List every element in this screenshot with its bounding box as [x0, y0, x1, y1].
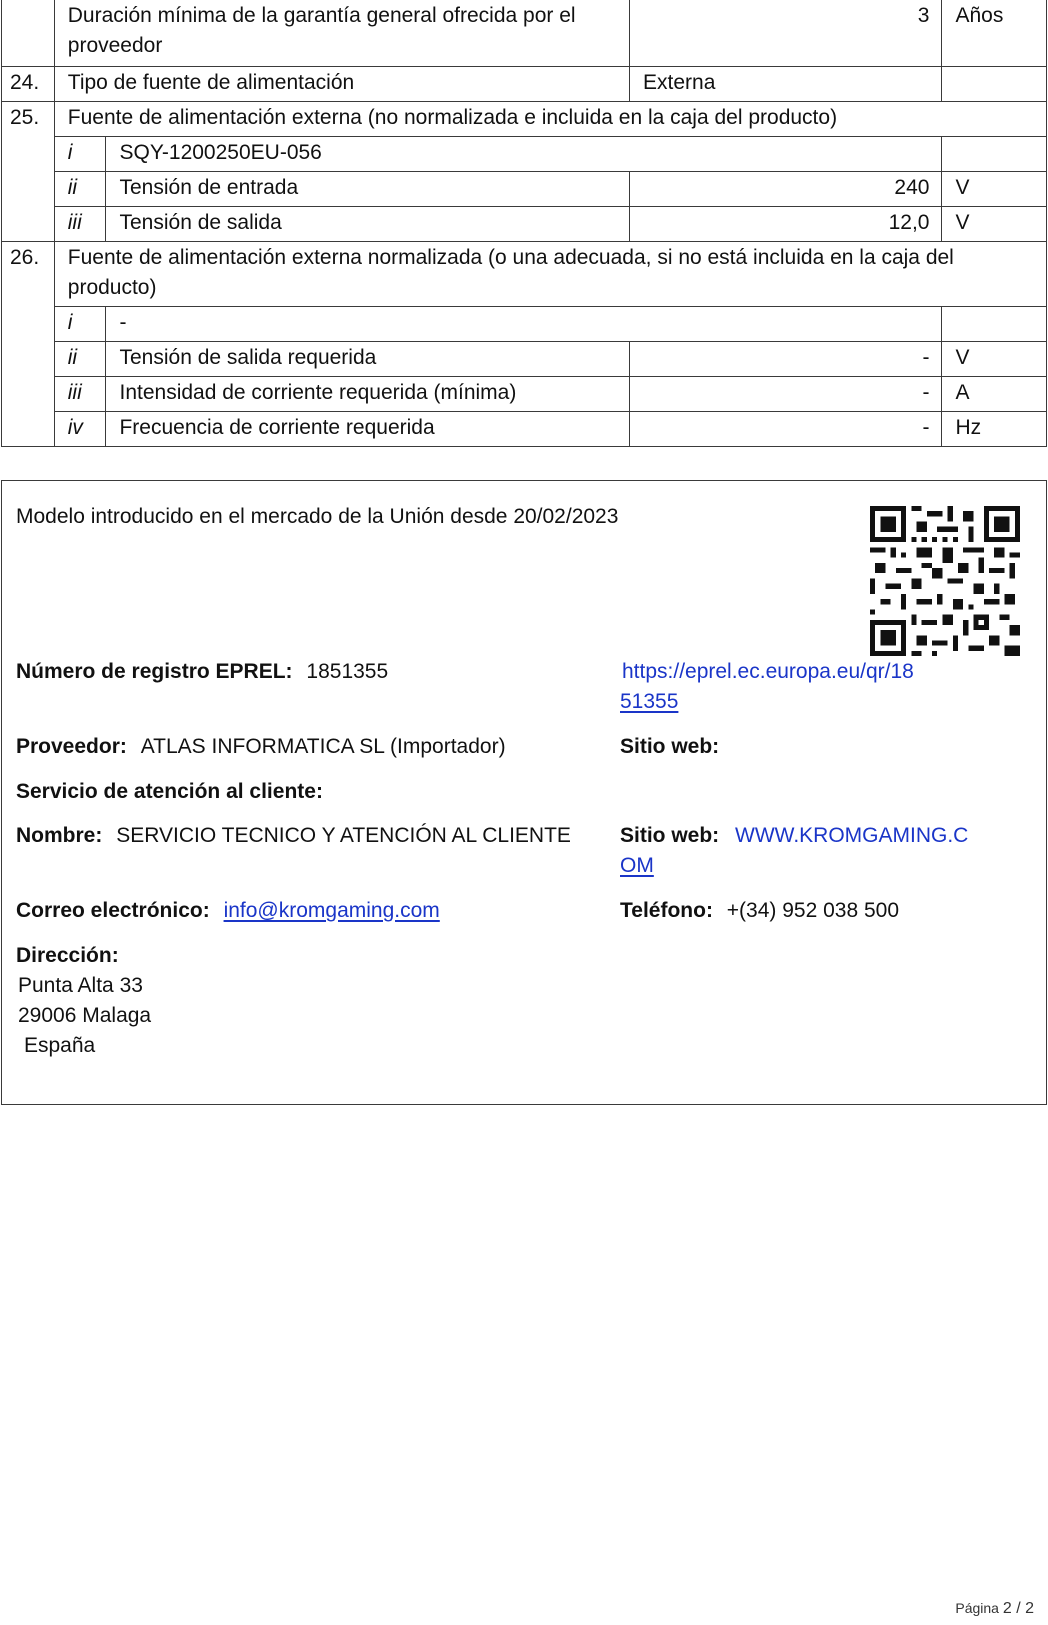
registration-value: 1851355: [306, 660, 389, 683]
row-25-i: [2, 136, 1047, 171]
name-line: [16, 821, 571, 851]
row-26-label: Fuente de alimentación externa normalizada (o una adecuada, si no está incluida en la caja del producto): [54, 241, 1046, 306]
roman-numeral: iii: [54, 206, 106, 241]
registration-line: [16, 657, 388, 687]
registration-link[interactable]: [620, 657, 914, 717]
sub-label: Tensión de salida requerida: [106, 341, 630, 376]
row-number: 25.: [2, 101, 55, 136]
qr-code-icon[interactable]: [870, 506, 1020, 656]
email-line: [16, 896, 440, 926]
roman-numeral: iii: [54, 376, 106, 411]
sub-label: Tensión de entrada: [106, 171, 630, 206]
sub-label: Tensión de salida: [106, 206, 630, 241]
address-line3: España: [24, 1034, 96, 1057]
roman-numeral: i: [54, 306, 106, 341]
address-block: [16, 941, 151, 1061]
sub-unit: V: [942, 171, 1047, 206]
registration-label: Número de registro EPREL:: [16, 660, 293, 683]
supplier-info-box: [1, 480, 1047, 1105]
phone-line: [620, 896, 899, 926]
supplier-value: ATLAS INFORMATICA SL (Importador): [140, 735, 506, 758]
supplier-line: [16, 732, 506, 762]
row-24-value: Externa: [630, 66, 942, 101]
sub-unit: A: [942, 376, 1047, 411]
row-25-label: Fuente de alimentación externa (no normalizada e incluida en la caja del producto): [54, 101, 1046, 136]
customer-service-heading: Servicio de atención al cliente:: [16, 780, 323, 803]
supplier-web-label: Sitio web:: [620, 735, 720, 758]
registration-link-line2[interactable]: 51355: [620, 690, 679, 713]
page-footer: [955, 1600, 1034, 1618]
address-line1: Punta Alta 33: [18, 974, 143, 997]
address-line2: 29006 Malaga: [18, 1004, 152, 1027]
row-26-ii: [2, 341, 1047, 376]
web-label: Sitio web:: [620, 824, 720, 847]
row-25-iii: [2, 206, 1047, 241]
row-26-iv: [2, 411, 1047, 446]
sub-label: Frecuencia de corriente requerida: [106, 411, 630, 446]
sub-label: -: [106, 306, 942, 341]
row-26: [2, 241, 1047, 306]
row-number: 26.: [2, 241, 55, 306]
roman-numeral: ii: [54, 341, 106, 376]
row-25-ii: [2, 171, 1047, 206]
sub-unit: V: [942, 206, 1047, 241]
supplier-label: Proveedor:: [16, 735, 127, 758]
roman-numeral: i: [54, 136, 106, 171]
warranty-row: [2, 0, 1047, 66]
warranty-value: 3: [630, 0, 942, 66]
name-value: SERVICIO TECNICO Y ATENCIÓN AL CLIENTE: [116, 824, 571, 847]
web-link-line2[interactable]: OM: [620, 854, 654, 877]
model-intro-text: Modelo introducido en el mercado de la Unión desde 20/02/2023: [16, 505, 619, 528]
sub-value: 12,0: [630, 206, 942, 241]
spec-table: [1, 0, 1047, 447]
page-label: Página: [955, 1600, 999, 1616]
sub-unit: Hz: [942, 411, 1047, 446]
row-24: [2, 66, 1047, 101]
sub-value: -: [630, 411, 942, 446]
web-link-line1[interactable]: WWW.KROMGAMING.C: [735, 824, 969, 847]
warranty-label: Duración mínima de la garantía general ofrecida por el proveedor: [54, 0, 629, 66]
row-number: [2, 0, 55, 66]
row-25: [2, 101, 1047, 136]
email-link[interactable]: info@kromgaming.com: [223, 899, 440, 922]
row-26-iii: [2, 376, 1047, 411]
roman-numeral: iv: [54, 411, 106, 446]
phone-value: +(34) 952 038 500: [726, 899, 900, 922]
registration-link-line1[interactable]: https://eprel.ec.europa.eu/qr/18: [622, 660, 914, 683]
row-number: 24.: [2, 66, 55, 101]
web-line: [620, 821, 968, 881]
roman-numeral: ii: [54, 171, 106, 206]
sub-value: -: [630, 376, 942, 411]
sub-label: Intensidad de corriente requerida (mínima): [106, 376, 630, 411]
address-label: Dirección:: [16, 944, 119, 967]
sub-value: 240: [630, 171, 942, 206]
warranty-unit: Años: [942, 0, 1047, 66]
page-number: 2 / 2: [1002, 1600, 1034, 1617]
sub-value: -: [630, 341, 942, 376]
name-label: Nombre:: [16, 824, 103, 847]
email-label: Correo electrónico:: [16, 899, 210, 922]
phone-label: Teléfono:: [620, 899, 713, 922]
sub-label: SQY-1200250EU-056: [106, 136, 942, 171]
row-24-label: Tipo de fuente de alimentación: [54, 66, 629, 101]
row-26-i: [2, 306, 1047, 341]
sub-unit: V: [942, 341, 1047, 376]
